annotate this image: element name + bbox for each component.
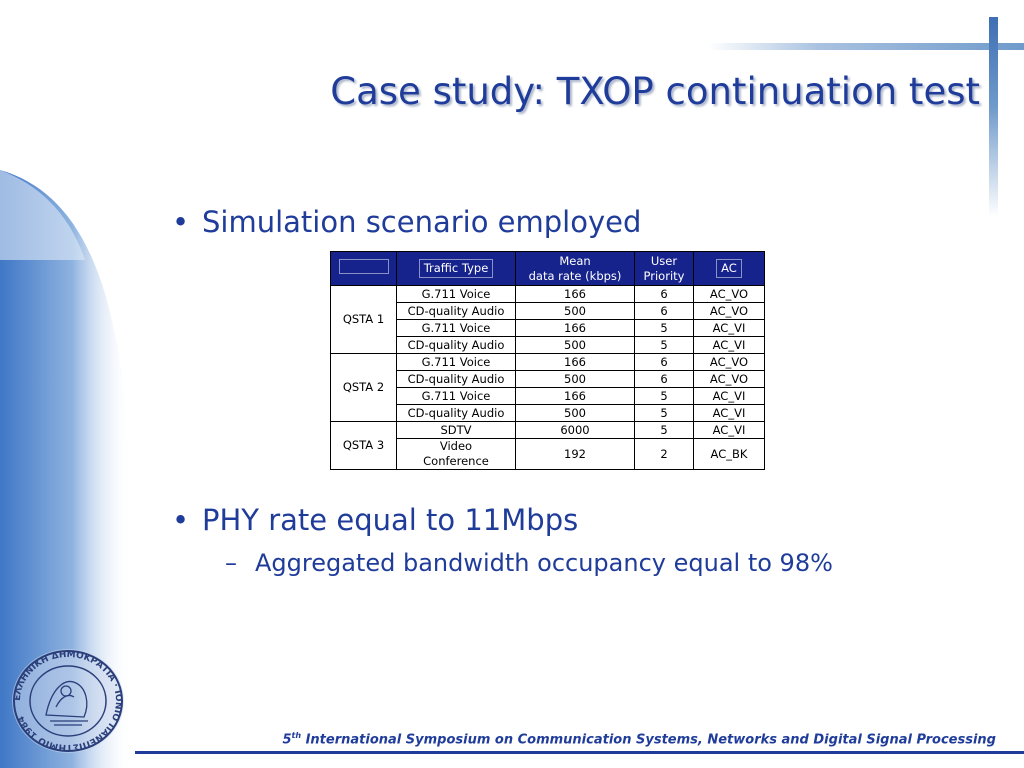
rate-cell: 500 — [516, 303, 635, 320]
station-cell: QSTA 1 — [331, 286, 397, 354]
rate-cell: 192 — [516, 439, 635, 470]
header-mean-rate: Mean data rate (kbps) — [516, 252, 635, 286]
priority-cell: 5 — [635, 388, 694, 405]
slide-title: Case study: TXOP continuation test — [330, 70, 980, 113]
rate-cell: 166 — [516, 320, 635, 337]
table-row — [331, 337, 765, 354]
table-row — [331, 405, 765, 422]
priority-cell: 5 — [635, 320, 694, 337]
traffic-type-cell: G.711 Voice — [397, 286, 516, 303]
rate-cell: 500 — [516, 337, 635, 354]
priority-cell: 6 — [635, 354, 694, 371]
header-station — [331, 252, 397, 286]
ac-cell: AC_BK — [694, 439, 765, 470]
table-row — [331, 320, 765, 337]
traffic-type-cell: CD-quality Audio — [397, 337, 516, 354]
right-accent-line — [989, 17, 998, 217]
header-ac: AC — [694, 252, 765, 286]
rate-cell: 500 — [516, 405, 635, 422]
rate-cell: 500 — [516, 371, 635, 388]
ac-cell: AC_VO — [694, 371, 765, 388]
priority-cell: 6 — [635, 371, 694, 388]
bullet-dot: • — [172, 503, 190, 537]
svg-text:ΕΛΛΗΝΙΚΗ ΔΗΜΟΚΡΑΤΙΑ · ΙΟΝΙΟ ΠΑ: ΕΛΛΗΝΙΚΗ ΔΗΜΟΚΡΑΤΙΑ · ΙΟΝΙΟ ΠΑΝΕΠΙΣΤΗΜΙΟ 1984 — [12, 649, 124, 753]
simulation-scenario-table — [330, 251, 765, 470]
header-traffic-type: Traffic Type — [397, 252, 516, 286]
footer-rule — [135, 751, 1024, 754]
priority-cell: 6 — [635, 303, 694, 320]
station-cell: QSTA 2 — [331, 354, 397, 422]
ac-cell: AC_VO — [694, 303, 765, 320]
table-header-row — [331, 252, 765, 286]
traffic-type-cell: CD-quality Audio — [397, 303, 516, 320]
station-cell: QSTA 3 — [331, 422, 397, 470]
ac-cell: AC_VI — [694, 405, 765, 422]
table-row — [331, 388, 765, 405]
priority-cell: 5 — [635, 337, 694, 354]
university-seal-logo — [6, 645, 130, 757]
bullet-dot: • — [172, 205, 190, 239]
ac-cell: AC_VI — [694, 422, 765, 439]
bullet-phy-rate — [172, 503, 578, 537]
table-row — [331, 286, 765, 303]
table-row — [331, 439, 765, 470]
traffic-type-cell: SDTV — [397, 422, 516, 439]
ac-cell: AC_VO — [694, 354, 765, 371]
traffic-type-cell: G.711 Voice — [397, 354, 516, 371]
traffic-type-cell: G.711 Voice — [397, 388, 516, 405]
sub-bullet-text: Aggregated bandwidth occupancy equal to 98% — [255, 549, 833, 577]
rate-cell: 6000 — [516, 422, 635, 439]
table-row — [331, 354, 765, 371]
rate-cell: 166 — [516, 354, 635, 371]
bullet-text: PHY rate equal to 11Mbps — [202, 503, 579, 537]
sub-bullet-dash: – — [225, 549, 237, 577]
priority-cell: 6 — [635, 286, 694, 303]
header-user-priority: User Priority — [635, 252, 694, 286]
ac-cell: AC_VI — [694, 320, 765, 337]
ac-cell: AC_VO — [694, 286, 765, 303]
table-row — [331, 422, 765, 439]
traffic-type-cell: G.711 Voice — [397, 320, 516, 337]
top-accent-line — [708, 43, 1024, 50]
bullet-text: Simulation scenario employed — [202, 205, 642, 239]
ac-cell: AC_VI — [694, 337, 765, 354]
table-row — [331, 303, 765, 320]
table-row — [331, 371, 765, 388]
traffic-type-cell: CD-quality Audio — [397, 405, 516, 422]
ac-cell: AC_VI — [694, 388, 765, 405]
traffic-type-cell: CD-quality Audio — [397, 371, 516, 388]
sub-bullet-bandwidth — [225, 549, 833, 577]
rate-cell: 166 — [516, 286, 635, 303]
priority-cell: 2 — [635, 439, 694, 470]
footer-conference-title: 5th International Symposium on Communication Systems, Networks and Digital Signal Processing — [282, 731, 996, 748]
priority-cell: 5 — [635, 422, 694, 439]
rate-cell: 166 — [516, 388, 635, 405]
priority-cell: 5 — [635, 405, 694, 422]
traffic-type-cell: Video Conference — [397, 439, 516, 470]
bullet-simulation-scenario — [172, 205, 641, 239]
